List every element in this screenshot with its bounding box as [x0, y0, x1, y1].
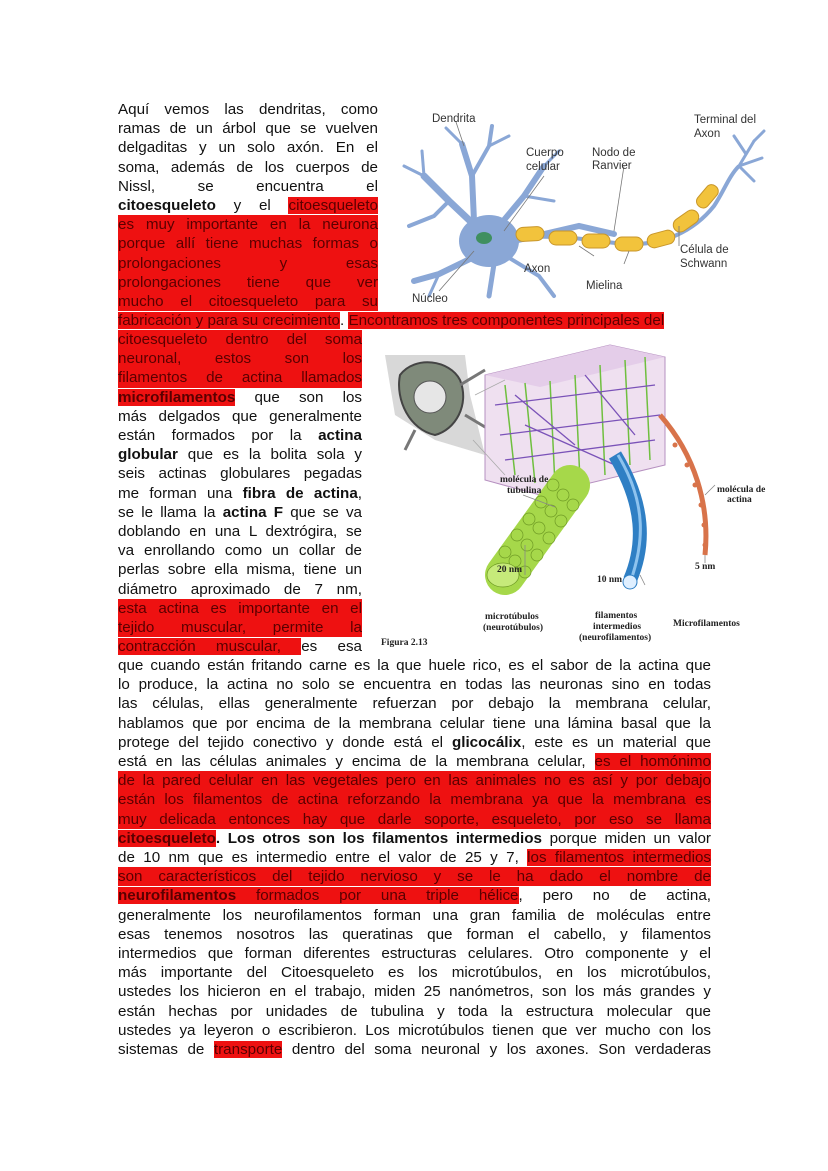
- highlight-line: porque allí tiene muchas formas o: [118, 235, 378, 253]
- highlight: contracción muscular,: [118, 638, 302, 656]
- text-line: delgaditas y un solo axón. En el: [118, 139, 378, 157]
- label-filamentos-1: filamentos: [595, 611, 638, 621]
- text-run: sistemas de: [118, 1041, 214, 1059]
- text-line: ramas de un árbol que se vuelven: [118, 120, 378, 138]
- label-nucleo: Núcleo: [412, 293, 448, 305]
- text-line: lo produce, la actina no solo se encuentra en todas las neuronas sino en todas: [118, 676, 711, 694]
- highlight-line: muy delicada entonces hay que darle soporte, esqueleto, por eso se llama: [118, 810, 711, 828]
- neuron-diagram: [394, 106, 768, 306]
- label-axon: Axon: [524, 263, 551, 275]
- text-line: hablamos que por encima de la membrana celular tiene una lámina basal que la: [118, 714, 711, 732]
- label-schwann-2: Schwann: [680, 258, 728, 270]
- highlight: Encontramos tres componentes principales del: [348, 312, 665, 329]
- highlight-line: están los filamentos de actina reforzando la membrana ya que la membrana es: [118, 791, 711, 809]
- paragraph-wide-line: [118, 311, 711, 330]
- text-run: . Los otros son los: [215, 829, 373, 847]
- label-nodo-1: Nodo de: [592, 147, 636, 159]
- text-line: [118, 503, 362, 522]
- label-20nm: 20 nm: [497, 565, 523, 575]
- label-cuerpo-1: Cuerpo: [526, 147, 564, 159]
- text-line: va enrollando como un collar de: [118, 542, 362, 560]
- text-line: [118, 196, 378, 215]
- highlight: citoesqueleto: [288, 197, 378, 215]
- text-line: [118, 886, 711, 905]
- label-terminal-2: Axon: [694, 128, 721, 140]
- text-line: [118, 1040, 711, 1059]
- label-dendrita: Dendrita: [432, 113, 476, 125]
- text-line: esas tenemos nosotros las queratinas que forman el cabello, y filamentos: [118, 925, 711, 943]
- bold-term: citoesqueleto: [118, 197, 216, 215]
- text-line: [118, 829, 711, 848]
- paragraph-body: [118, 656, 711, 1059]
- text-line: que cuando están fritando carne es la que huele rico, es el sabor de la actina que: [118, 657, 711, 674]
- label-mielina: Mielina: [586, 280, 623, 292]
- text-run: , pero no de actina,: [518, 887, 711, 905]
- text-line: [118, 637, 362, 656]
- highlight-line: esta actina es importante en el: [118, 599, 362, 617]
- text-run: que son los: [235, 388, 362, 406]
- label-tubulina-2: tubulina: [507, 486, 542, 496]
- text-line: soma, además de los cuerpos de: [118, 158, 378, 176]
- bold-highlight: neurofilamentos: [118, 887, 237, 905]
- text-line: perlas sobre ella misma, tiene un: [118, 561, 362, 579]
- text-line: ustedes los hicieron en el trabajo, miden 25 nanómetros, son los más grandes y: [118, 983, 711, 1001]
- text-run: me forman una: [118, 484, 243, 502]
- text-line: [118, 848, 711, 867]
- text-line: ustedes ya leyeron o escribieron. Los microtúbulos tienen que ver mucho con los: [118, 1021, 711, 1039]
- highlight: transporte: [213, 1041, 283, 1059]
- bold-highlight: microfilamentos: [118, 388, 236, 406]
- text-line: [118, 426, 362, 445]
- text-run: que es la bolita sola y: [177, 446, 362, 464]
- text-run: y el: [215, 197, 289, 215]
- text-run: , este es un material que: [521, 733, 711, 751]
- highlight-line: mucho el citoesqueleto para su: [118, 293, 378, 311]
- text-line: [118, 484, 362, 503]
- highlight: fabricación y para su crecimiento: [118, 312, 341, 329]
- label-cuerpo-2: celular: [526, 161, 560, 173]
- text-run: porque miden un valor: [541, 829, 711, 847]
- nucleus: [476, 232, 492, 244]
- label-tubulina-1: molécula de: [500, 475, 549, 485]
- text-run: dentro del soma neuronal y los axones. Son verdaderas: [282, 1041, 711, 1059]
- label-actina-2: actina: [727, 495, 752, 505]
- paragraph-column-2: [118, 330, 362, 656]
- text-run: protege del tejido conectivo y donde está el: [118, 733, 452, 751]
- text-line: diámetro aproximado de 7 nm,: [118, 580, 362, 598]
- text-run: de 10 nm que es intermedio entre el valor de 25 y 7,: [118, 849, 528, 867]
- text-run: .: [340, 312, 349, 329]
- highlight-line: de la pared celular en las vegetales pero en las animales no es así y por debajo: [118, 772, 711, 790]
- label-microtubulos-1: microtúbulos: [485, 612, 539, 622]
- label-terminal-1: Terminal del: [694, 114, 756, 126]
- bold-term: fibra de actina: [242, 484, 358, 502]
- bold-term: filamentos intermedios: [372, 829, 542, 847]
- label-actina-1: molécula de: [717, 485, 766, 495]
- highlight-line: tejido muscular, permite la: [118, 619, 362, 637]
- text-line: [118, 445, 362, 464]
- label-nodo-2: Ranvier: [592, 160, 632, 172]
- figure-caption: Figura 2.13: [381, 638, 428, 647]
- text-run: es esa: [301, 638, 362, 656]
- label-microtubulos-2: (neurotúbulos): [483, 623, 544, 633]
- highlight-line: es muy importante en la neurona: [118, 216, 378, 234]
- text-run: está en las células animales y encima de la membrana celular,: [118, 753, 595, 771]
- text-run: ,: [357, 484, 362, 502]
- bold-term: glicocálix: [451, 733, 522, 751]
- highlight-line: prolongaciones tiene que ver: [118, 273, 378, 291]
- text-line: las células, ellas generalmente refuerzan por debajo la membrana celular,: [118, 695, 711, 713]
- text-run: que se va: [283, 503, 362, 521]
- bold-term: actina: [318, 427, 362, 445]
- highlight-line: neuronal, estos son los: [118, 350, 362, 368]
- text-line: más importante del Citoesqueleto es los microtúbulos, en los microtúbulos,: [118, 964, 711, 982]
- label-filamentos-2: intermedios: [593, 622, 642, 632]
- highlight-line: prolongaciones y esas: [118, 254, 378, 272]
- bold-term: actina F: [222, 503, 284, 521]
- highlight: es el homónimo: [594, 753, 711, 771]
- text-line: seis actinas globulares pegadas: [118, 465, 362, 483]
- highlight-line: citoesqueleto dentro del soma: [118, 331, 362, 348]
- text-run: están formados por la: [118, 427, 319, 445]
- text-line: están hechas por unidades de tubulina y toda la estructura molecular que: [118, 1002, 711, 1020]
- highlight-line: filamentos de actina llamados: [118, 369, 362, 387]
- highlight: formados por una triple hélice: [236, 887, 519, 905]
- cytoskeleton-diagram: [375, 335, 775, 647]
- highlight-line: son característicos del tejido nervioso y se le ha dado el nombre de: [118, 868, 711, 886]
- label-microfilamentos: Microfilamentos: [673, 619, 740, 629]
- text-line: Aquí vemos las dendritas, como: [118, 101, 378, 118]
- text-line: generalmente los neurofilamentos forman una gran familia de moléculas entre: [118, 906, 711, 924]
- label-schwann-1: Célula de: [680, 244, 729, 256]
- paragraph-column-1: [118, 100, 378, 311]
- label-filamentos-3: (neurofilamentos): [579, 633, 652, 643]
- bold-term: globular: [118, 446, 178, 464]
- text-line: [118, 388, 362, 407]
- text-line: más delgados que generalmente: [118, 407, 362, 425]
- bold-highlight: citoesqueleto: [118, 829, 216, 847]
- text-line: [118, 733, 711, 752]
- highlight: los filamentos intermedios: [527, 849, 711, 867]
- label-5nm: 5 nm: [695, 562, 716, 572]
- text-line: [118, 752, 711, 771]
- text-line: intermedios que forman diferentes estructuras celulares. Otro componente y el: [118, 945, 711, 963]
- label-10nm: 10 nm: [597, 575, 623, 585]
- text-line: doblando en una L dextrógira, se: [118, 523, 362, 541]
- text-line: Nissl, se encuentra el: [118, 177, 378, 195]
- text-run: se le llama la: [118, 503, 223, 521]
